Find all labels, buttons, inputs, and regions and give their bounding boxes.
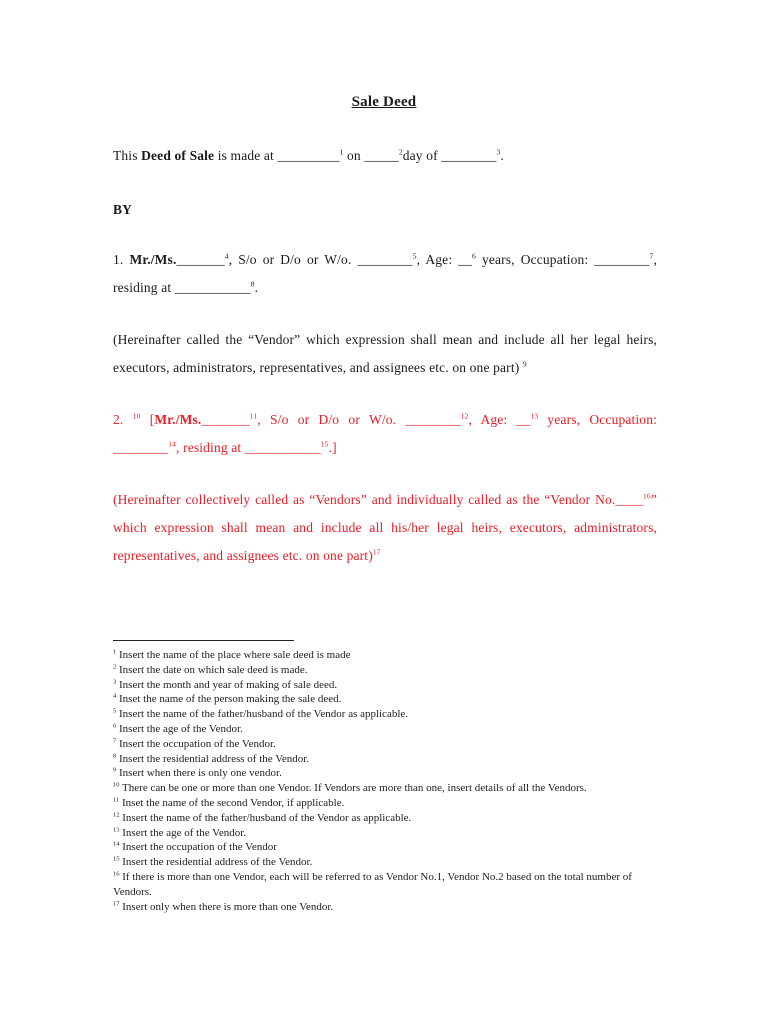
intro-text: . — [500, 148, 504, 163]
footnote-item — [113, 826, 643, 841]
footnote-ref: 6 — [472, 251, 476, 261]
footnote-text: Insert the residential address of the Vendor. — [116, 752, 310, 765]
footnote-number: 15 — [113, 855, 120, 863]
footnote-item — [113, 692, 643, 707]
footnote-text: Insert the occupation of the Vendor. — [116, 737, 276, 750]
footnote-number: 16 — [113, 870, 120, 878]
vendor-text: .] — [328, 440, 337, 455]
footnote-number: 1 — [113, 648, 117, 656]
footnote-ref: 17 — [372, 547, 381, 557]
footnote-text: Insert the residential address of the Vendor. — [119, 856, 313, 869]
footnote-number: 13 — [113, 825, 120, 833]
document-title: Sale Deed — [351, 94, 417, 110]
footnote-text: Inset the name of the person making the sale deed. — [116, 693, 342, 706]
vendor-text: _______ — [201, 412, 250, 427]
vendor-title: Mr./Ms. — [129, 252, 177, 267]
footnote-item — [113, 840, 643, 855]
vendors-clause — [113, 486, 657, 570]
by-heading — [113, 196, 657, 224]
footnote-number: 17 — [113, 899, 120, 907]
footnote-number: 10 — [113, 781, 120, 789]
vendor-text: , Age: __ — [468, 412, 531, 427]
footnote-ref: 14 — [168, 439, 177, 449]
intro-text: is made at _________ — [214, 148, 340, 163]
footnote-ref: 10 — [132, 411, 141, 421]
footnote-item — [113, 796, 643, 811]
footnote-ref: 4 — [224, 251, 229, 261]
footnote-text: Insert the name of the place where sale deed is made — [116, 649, 351, 661]
vendor-2-paragraph — [113, 406, 657, 462]
footnote-number: 3 — [113, 677, 117, 685]
vendor-title: Mr./Ms. — [154, 412, 202, 427]
footnote-number: 11 — [113, 796, 120, 804]
vendor-number: 2. — [113, 412, 133, 427]
footnote-text: There can be one or more than one Vendor. If Vendors are more than one, insert details of all the Vendors. — [119, 782, 587, 795]
footnote-number: 5 — [113, 707, 117, 715]
footnote-text: Insert when there is only one vendor. — [116, 767, 282, 780]
footnote-separator — [113, 640, 294, 641]
intro-text: This — [113, 148, 142, 163]
footnote-ref: 16 — [643, 491, 651, 501]
footnote-number: 4 — [113, 692, 117, 700]
intro-text: day of ________ — [402, 148, 497, 163]
footnote-ref: 1 — [339, 147, 344, 157]
intro-text: on _____ — [343, 148, 399, 163]
footnote-text: Insert the name of the father/husband of the Vendor as applicable. — [119, 811, 412, 824]
clause-text: (Hereinafter called the “Vendor” which expression shall mean and include all her legal heirs, executors, administrators, representatives, and assignees etc. on one part) — [113, 332, 657, 375]
vendor-text: , residing at ___________ — [113, 252, 657, 295]
clause-text: ” which expression shall mean and include all his/her legal heirs, executors, administrators, representatives, and assignees etc. on one part) — [113, 492, 657, 563]
footnote-number: 8 — [113, 751, 117, 759]
footnote-item — [113, 781, 643, 796]
footnote-ref: 7 — [649, 251, 654, 261]
footnote-item — [113, 752, 643, 767]
footnote-item — [113, 870, 643, 900]
footnote-number: 14 — [113, 840, 120, 848]
vendor-text: , Age: __ — [416, 252, 473, 267]
footnote-text: Insert the date on which sale deed is made. — [116, 663, 308, 676]
footnote-text: Insert the occupation of the Vendor — [119, 841, 277, 854]
footnote-ref: 12 — [460, 411, 469, 421]
clause-text: (Hereinafter collectively called as “Vendors” and individually called as the “Vendor No.____ — [113, 492, 644, 507]
vendor-text: _______ — [176, 252, 225, 267]
vendor-text: years, Occupation: ________ — [113, 412, 658, 455]
footnote-item — [113, 678, 643, 693]
footnote-number: 2 — [113, 663, 117, 671]
footnote-number: 7 — [113, 737, 117, 745]
footnote-item — [113, 663, 643, 678]
vendor-1-clause — [113, 326, 657, 382]
footnote-ref: 5 — [412, 251, 417, 261]
footnote-text: Insert the name of the father/husband of the Vendor as applicable. — [116, 708, 409, 721]
vendor-number: 1. — [113, 252, 130, 267]
footnote-item — [113, 722, 643, 737]
footnote-text: If there is more than one Vendor, each will be referred to as Vendor No.1, Vendor No.2 based on the total number of Vendors. — [113, 870, 632, 898]
footnote-text: Insert the month and year of making of sale deed. — [116, 678, 338, 691]
vendor-text: [ — [140, 412, 155, 427]
footnote-ref: 11 — [249, 411, 258, 421]
footnote-number: 9 — [113, 766, 117, 774]
footnote-ref: 8 — [250, 279, 255, 289]
footnote-ref: 9 — [522, 359, 527, 369]
intro-bold-text: Deed of Sale — [141, 148, 215, 163]
footnote-ref: 2 — [398, 147, 403, 157]
vendor-text: , S/o or D/o or W/o. ________ — [228, 252, 413, 267]
by-label: BY — [113, 202, 133, 217]
intro-paragraph — [113, 142, 657, 170]
footnote-text: Inset the name of the second Vendor, if applicable. — [119, 796, 345, 809]
footnote-item — [113, 855, 643, 870]
footnote-number: 12 — [113, 811, 120, 819]
footnote-ref: 13 — [530, 411, 539, 421]
vendor-text: , residing at ___________ — [176, 440, 321, 455]
footnote-item — [113, 900, 643, 915]
vendor-text: years, Occupation: ________ — [475, 252, 650, 267]
footnote-text: Insert the age of the Vendor. — [119, 826, 247, 839]
footnote-item — [113, 648, 643, 663]
footnote-ref: 3 — [496, 147, 501, 157]
footnote-item — [113, 811, 643, 826]
footnote-item — [113, 737, 643, 752]
footnote-ref: 15 — [320, 439, 329, 449]
footnote-item — [113, 766, 643, 781]
footnote-item — [113, 707, 643, 722]
footnote-text: Insert only when there is more than one Vendor. — [119, 900, 334, 913]
footnote-text: Insert the age of the Vendor. — [116, 722, 243, 735]
vendor-text: , S/o or D/o or W/o. ________ — [257, 412, 461, 427]
vendor-text: . — [254, 280, 259, 295]
footnotes-list — [113, 648, 643, 914]
footnote-number: 6 — [113, 722, 117, 730]
vendor-1-paragraph — [113, 246, 657, 302]
